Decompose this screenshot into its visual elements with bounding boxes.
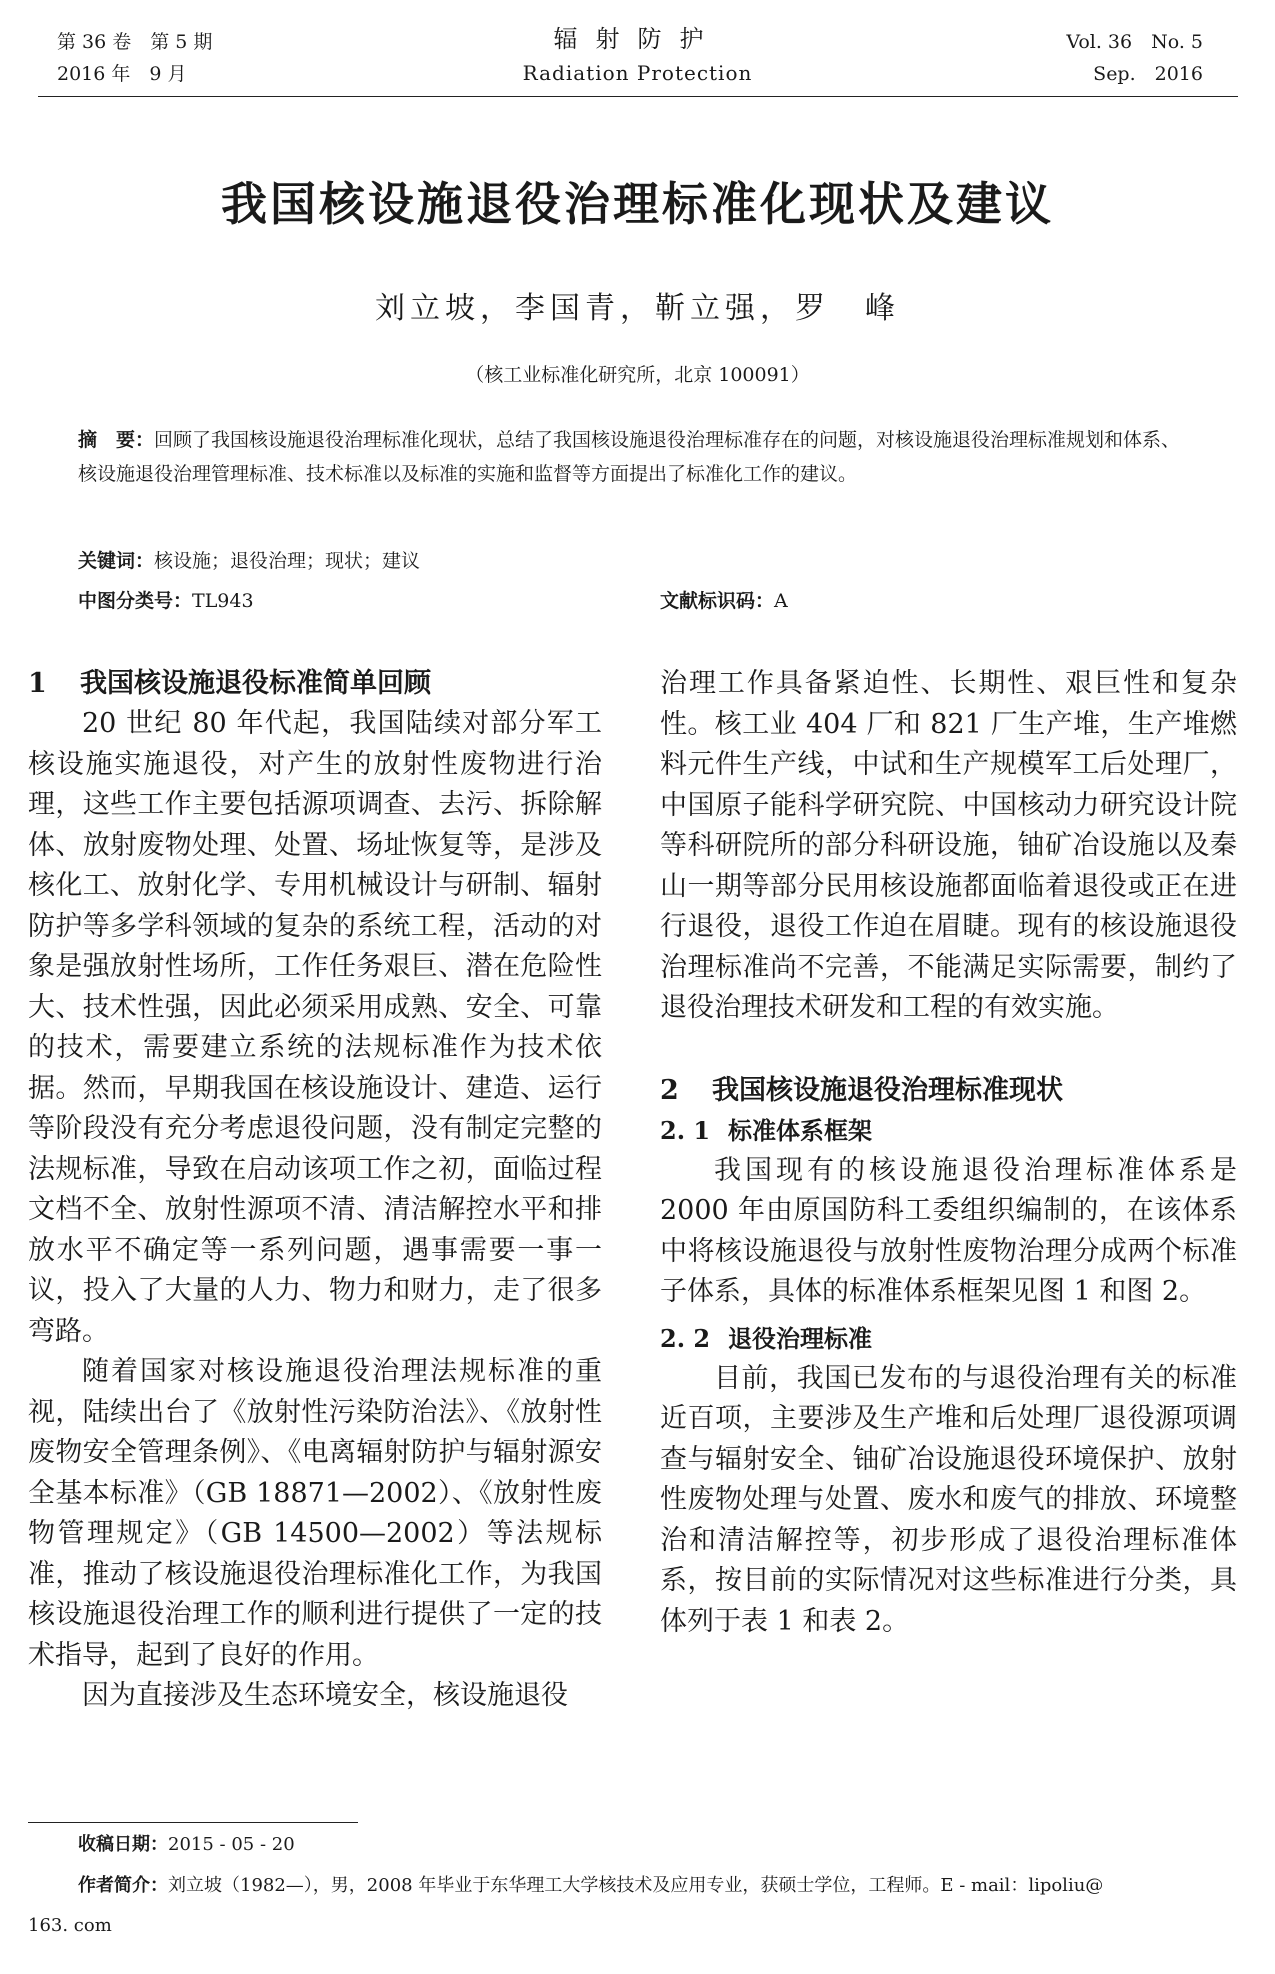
paragraph: 我国现有的核设施退役治理标准体系是 2000 年由原国防科工委组织编制的，在该体系中将核设施退役与放射性废物治理分成两个标准子体系，具体的标准体系框架见图 1 和图 2。 xyxy=(660,1154,1237,1307)
author-bio-label: 作者简介： xyxy=(78,1875,168,1896)
doc-code-value: A xyxy=(774,590,788,612)
paragraph: 因为直接涉及生态环境安全，核设施退役 xyxy=(82,1680,568,1711)
keywords xyxy=(78,546,420,576)
section-number: 2 xyxy=(660,1074,679,1106)
section-title: 我国核设施退役标准简单回顾 xyxy=(80,668,431,699)
body-column-left xyxy=(28,664,602,1717)
section-title: 我国核设施退役治理标准现状 xyxy=(712,1074,1063,1106)
clc-label: 中图分类号： xyxy=(78,590,193,612)
article-title: 我国核设施退役治理标准化现状及建议 xyxy=(221,177,1054,231)
abstract-label: 摘 要： xyxy=(78,429,155,451)
subsection-number: 2. 1 xyxy=(660,1115,711,1145)
document-code xyxy=(660,586,788,616)
abstract xyxy=(78,423,1196,491)
author-list: 刘立坡，李国青，靳立强，罗 峰 xyxy=(375,291,900,326)
body-column-right xyxy=(660,664,1237,1642)
author-bio xyxy=(78,1871,1238,1901)
abstract-text: 回顾了我国核设施退役治理标准化现状，总结了我国核设施退役治理标准存在的问题，对核设施退役治理标准规划和体系、核设施退役治理管理标准、技术标准以及标准的实施和监督等方面提出了标准化工作的建议。 xyxy=(78,429,1181,485)
subsection-title: 退役治理标准 xyxy=(728,1323,872,1353)
paragraph: 目前，我国已发布的与退役治理有关的标准近百项，主要涉及生产堆和后处理厂退役源项调查与辐射安全、铀矿冶设施退役环境保护、放射性废物处理与处置、废水和废气的排放、环境整治和清洁解控等，初步形成了退役治理标准体系，按目前的实际情况对这些标准进行分类，具体列于表 1 和表 2。 xyxy=(660,1362,1237,1637)
journal-name-zh: 辐射防护 xyxy=(553,25,722,53)
section-2-heading xyxy=(660,1071,1237,1111)
paragraph: 20 世纪 80 年代起，我国陆续对部分军工核设施实施退役，对产生的放射性废物进行治理，这些工作主要包括源项调查、去污、拆除解体、放射废物处理、处置、场址恢复等，是涉及核化工、放射化学、专用机械设计与研制、辐射防护等多学科领域的复杂的系统工程，活动的对象是强放射性场所，工作任务艰巨、潜在危险性大、技术性强，因此必须采用成熟、安全、可靠的技术，需要建立系统的法规标准作为技术依据。然而，早期我国在核设施设计、建造、运行等阶段没有充分考虑退役问题，没有制定完整的法规标准，导致在启动该项工作之初，面临过程文档不全、放射性源项不清、清洁解控水平和排放水平不确定等一系列问题，遇事需要一事一议，投入了大量的人力、物力和财力，走了很多弯路。 xyxy=(28,708,602,1347)
section-1-heading xyxy=(28,664,602,704)
author-email-cont: 163. com xyxy=(28,1915,112,1936)
section-2-1-heading xyxy=(660,1111,1237,1151)
date-zh: 2016 年 9 月 xyxy=(57,63,187,85)
journal-name-en: Radiation Protection xyxy=(522,61,753,85)
affiliation: （核工业标准化研究所，北京 100091） xyxy=(465,364,810,386)
header-divider xyxy=(38,96,1238,97)
keywords-label: 关键词： xyxy=(78,550,155,572)
volume-issue-zh: 第 36 卷 第 5 期 xyxy=(57,31,213,53)
section-number: 1 xyxy=(28,668,47,699)
section-2-2-heading xyxy=(660,1319,1237,1359)
subsection-number: 2. 2 xyxy=(660,1323,711,1353)
issue-info-en xyxy=(1066,26,1203,90)
received-label: 收稿日期： xyxy=(78,1834,168,1855)
paragraph: 随着国家对核设施退役治理法规标准的重视，陆续出台了《放射性污染防治法》、《放射性废物安全管理条例》、《电离辐射防护与辐射源安全基本标准》（GB 18871—2002）、《放射性废物管理规定》（GB 14500—2002）等法规标准，推动了核设施退役治理标准化工作，为我国核设施退役治理工作的顺利进行提供了一定的技术指导，起到了良好的作用。 xyxy=(28,1356,602,1671)
received-date xyxy=(78,1830,1238,1860)
volume-issue-en: Vol. 36 No. 5 xyxy=(1066,31,1203,53)
subsection-title: 标准体系框架 xyxy=(728,1115,872,1145)
paragraph-continued: 治理工作具备紧迫性、长期性、艰巨性和复杂性。核工业 404 厂和 821 厂生产堆，生产堆燃料元件生产线，中试和生产规模军工后处理厂，中国原子能科学研究院、中国核动力研究设计院等科研院所的部分科研设施，铀矿冶设施以及秦山一期等部分民用核设施都面临着退役或正在进行退役，退役工作迫在眉睫。现有的核设施退役治理标准尚不完善，不能满足实际需要，制约了退役治理技术研发和工程的有效实施。 xyxy=(660,668,1237,1023)
keywords-text: 核设施；退役治理；现状；建议 xyxy=(154,550,421,572)
received-value: 2015 - 05 - 20 xyxy=(168,1834,295,1855)
doc-code-label: 文献标识码： xyxy=(660,590,775,612)
date-en: Sep. 2016 xyxy=(1093,63,1203,85)
author-bio-text: 刘立坡（1982—），男，2008 年毕业于东华理工大学核技术及应用专业，获硕士学位，工程师。E - mail：lipoliu@ xyxy=(168,1875,1104,1896)
clc-number xyxy=(78,586,254,616)
clc-value: TL943 xyxy=(192,590,254,612)
footnote-divider xyxy=(28,1822,358,1823)
